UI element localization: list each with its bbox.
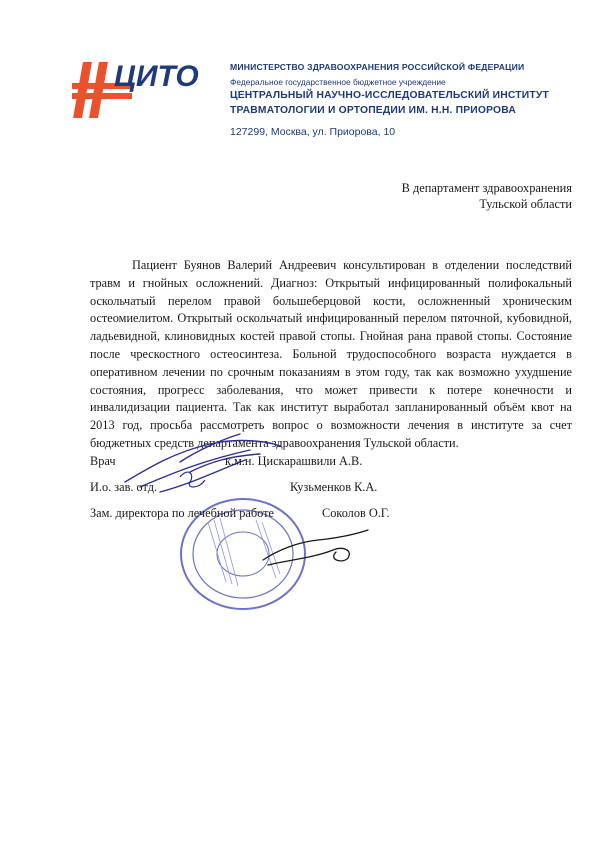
letter-body xyxy=(90,257,572,453)
recipient-line2: Тульской области xyxy=(479,197,572,211)
institute-name-line2: ТРАВМАТОЛОГИИ И ОРТОПЕДИИ ИМ. Н.Н. ПРИОРОВА xyxy=(230,105,516,116)
cito-logo xyxy=(70,56,220,122)
institution-type: Федеральное государственное бюджетное учреждение xyxy=(230,77,446,87)
body-paragraph: Пациент Буянов Валерий Андреевич консультирован в отделении последствий травм и гнойных осложнений. Диагноз: Открытый инфицированный полифокальный оскольчатый перелом правой большеберцовой кости, осложненный хроническим остеомиелитом. Открытый оскольчатый инфицированный перелом пяточной, кубовидной, ладьевидной, клиновидных костей правой стопы. Гнойная рана правой стопы. Состояние после чрескостного остеосинтеза. Больной трудоспособного возраста нуждается в оперативном лечении по срочным показаниям в этом году, так как возможно ухудшение состояния, прогресс заболевания, что может привести к потере конечности и инвалидизации пациента. Так как институт выработал запланированный объём квот на 2013 год, просьба рассмотреть вопрос о возможности лечения в институте за счет бюджетных средств департамента здравоохранения Тульской области. xyxy=(90,258,572,450)
doctor-name: к.м.н. Цискарашвили А.В. xyxy=(225,454,363,468)
deputy-signature xyxy=(258,520,378,570)
deputy-role: Зам. директора по лечебной работе xyxy=(90,506,274,520)
organization-block xyxy=(230,62,549,117)
institute-name-line1: ЦЕНТРАЛЬНЫЙ НАУЧНО-ИССЛЕДОВАТЕЛЬСКИЙ ИНСТИТУТ xyxy=(230,90,549,101)
deputy-name: Соколов О.Г. xyxy=(322,506,390,520)
logo-text: ЦИТО xyxy=(114,60,199,93)
institute-address: 127299, Москва, ул. Приорова, 10 xyxy=(230,126,396,138)
letterhead xyxy=(0,0,612,150)
head-role: И.о. зав. отд. xyxy=(90,480,158,494)
recipient-line1: В департамент здравоохранения xyxy=(401,181,572,195)
doctor-role: Врач xyxy=(90,454,116,468)
recipient-block xyxy=(402,180,572,212)
ministry-name: МИНИСТЕРСТВО ЗДРАВООХРАНЕНИЯ РОССИЙСКОЙ ФЕДЕРАЦИИ xyxy=(230,62,525,72)
head-name: Кузьменков К.А. xyxy=(290,480,378,494)
